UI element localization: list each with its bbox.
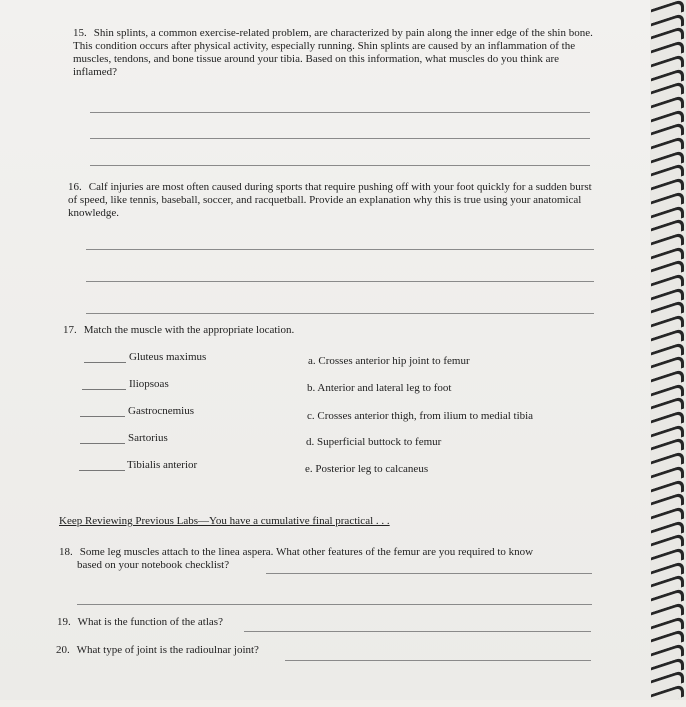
q15-answer-line-3[interactable] [90,165,590,166]
question-20-text: What type of joint is the radioulnar joint? [76,644,259,656]
muscle-item-5: Tibialis anterior [127,459,198,471]
q19-answer-line[interactable] [244,631,591,632]
location-item-c: c. Crosses anterior thigh, from ilium to medial tibia [307,410,534,422]
q15-answer-line-2[interactable] [90,138,590,139]
q16-answer-line-3[interactable] [86,313,594,314]
question-16-text: Calf injuries are most often caused during sports that require pushing off with your foot quickly for a sudden burst of speed, like tennis, baseball, soccer, and racquetball. Provide an explanation why this is true using your anatomical knowledge. [68,181,592,219]
question-18-number: 18. [59,546,73,558]
question-17-number: 17. [63,324,77,336]
match-blank-2[interactable] [82,389,126,390]
question-16 [68,181,598,220]
question-18-line-2: based on your notebook checklist? [77,559,230,571]
muscle-item-1: Gluteus maximus [129,351,207,363]
q20-answer-line[interactable] [285,660,591,661]
review-heading: Keep Reviewing Previous Labs—You have a cumulative final practical . . . [59,515,390,527]
question-18-line-1: Some leg muscles attach to the linea aspera. What other features of the femur are you required to know [79,546,534,558]
q18-answer-line-1[interactable] [266,573,592,574]
question-17 [63,324,563,337]
spiral-binding [650,0,686,700]
q16-answer-line-1[interactable] [86,249,594,250]
question-15-text: Shin splints, a common exercise-related problem, are characterized by pain along the inner edge of the shin bone. This condition occurs after physical activity, especially running. Shin splints are caused by an inflammation of the muscles, tendons, and bone tissue around your tibia. Based on this information, what muscles do you think are inflamed? [73,27,593,78]
question-15-number: 15. [73,27,87,39]
question-20 [56,644,259,657]
match-blank-4[interactable] [80,443,125,444]
question-19 [57,616,223,629]
muscle-item-4: Sartorius [128,432,168,444]
location-item-d: d. Superficial buttock to femur [306,436,442,448]
question-16-number: 16. [68,181,82,193]
question-19-number: 19. [57,616,71,628]
match-blank-5[interactable] [79,470,125,471]
question-15 [73,27,601,79]
muscle-item-3: Gastrocnemius [128,405,194,417]
question-20-number: 20. [56,644,70,656]
question-18 [59,546,599,559]
q16-answer-line-2[interactable] [86,281,594,282]
q18-answer-line-2[interactable] [77,604,592,605]
location-item-e: e. Posterior leg to calcaneus [305,463,429,475]
match-blank-1[interactable] [84,362,126,363]
q15-answer-line-1[interactable] [90,112,590,113]
question-19-text: What is the function of the atlas? [77,616,223,628]
location-item-b: b. Anterior and lateral leg to foot [307,382,452,394]
muscle-item-2: Iliopsoas [129,378,169,390]
question-17-text: Match the muscle with the appropriate location. [83,324,295,336]
match-blank-3[interactable] [80,416,125,417]
location-item-a: a. Crosses anterior hip joint to femur [308,355,470,367]
